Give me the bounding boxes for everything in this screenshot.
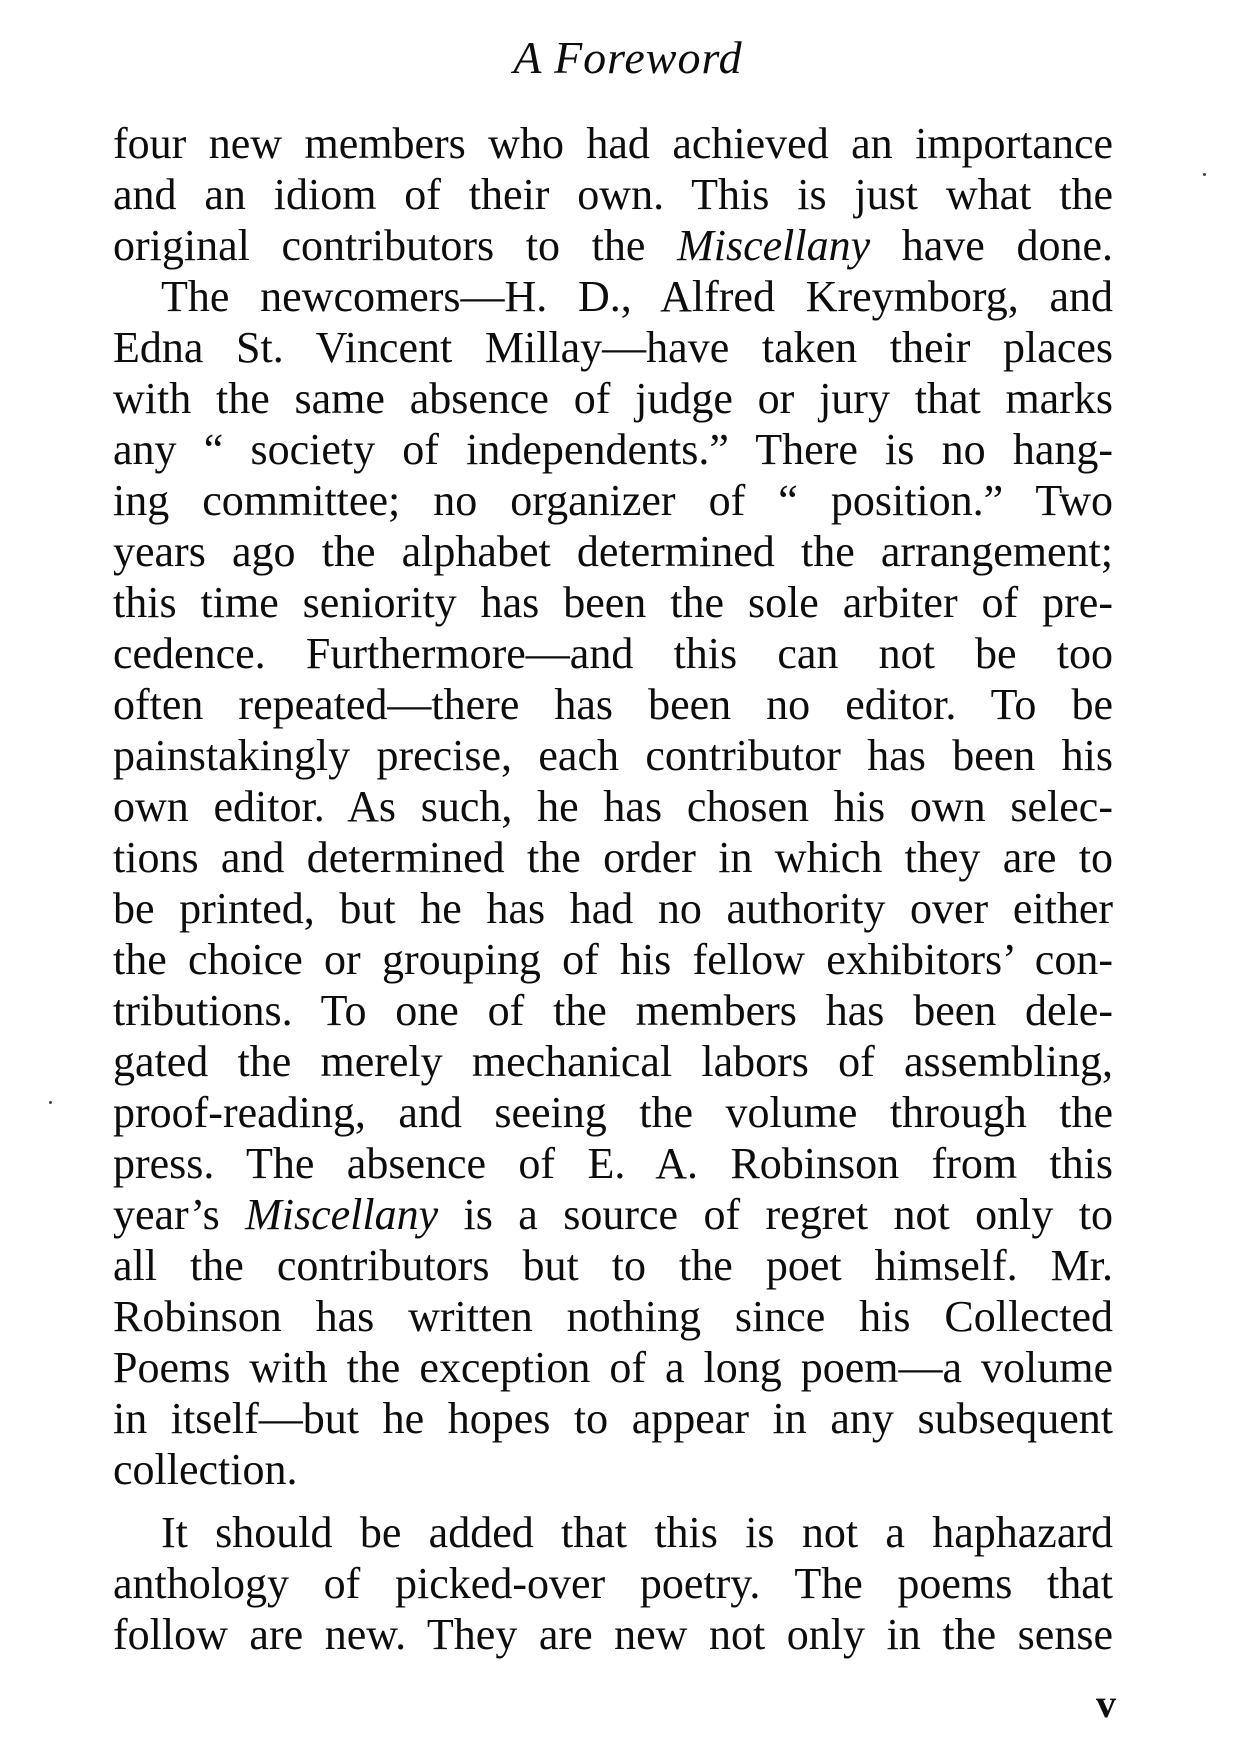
text-line: press. The absence of E. A. Robinson from this [113,1139,1113,1188]
text-line: collection. [113,1445,298,1494]
text-line: and an idiom of their own. This is just what the [113,170,1113,219]
text-line: this time seniority has been the sole arbiter of pre- [113,578,1113,627]
text-line: any “ society of independents.” There is no hang- [113,425,1113,474]
text-line: own editor. As such, he has chosen his own selec- [113,782,1113,831]
text-line: It should be added that this is not a haphazard [161,1508,1113,1557]
paper-speck [1203,173,1206,176]
text-line: Poems with the exception of a long poem—a volume [113,1343,1113,1392]
text-line: tions and determined the order in which they are to [113,833,1113,882]
text-line: often repeated—there has been no editor. To be [113,680,1113,729]
text-line: with the same absence of judge or jury that marks [113,374,1113,423]
text-line: four new members who had achieved an importance [113,119,1113,168]
text-line: follow are new. They are new not only in the sense [113,1610,1113,1659]
text-line: all the contributors but to the poet himself. Mr. [113,1241,1113,1290]
text-line: painstakingly precise, each contributor has been his [113,731,1113,780]
page-number: v [1096,1681,1116,1726]
paragraph-gap [113,1495,1113,1507]
body-text [113,118,1113,1660]
italic-title: Miscellany [677,221,871,270]
text-line: anthology of picked-over poetry. The poems that [113,1559,1113,1608]
text-line: be printed, but he has had no authority over either [113,884,1113,933]
text-line: years ago the alphabet determined the arrangement; [113,527,1113,576]
paper-speck [49,1101,52,1104]
text-line: proof-reading, and seeing the volume through the [113,1088,1113,1137]
text-line: in itself—but he hopes to appear in any subsequent [113,1394,1113,1443]
text-line: tributions. To one of the members has been dele- [113,986,1113,1035]
text-line: original contributors to the Miscellany have done. [113,221,1113,270]
text-line: cedence. Furthermore—and this can not be too [113,629,1113,678]
running-head: A Foreword [513,32,743,83]
text-line: Edna St. Vincent Millay—have taken their places [113,323,1113,372]
text-line: the choice or grouping of his fellow exhibitors’ con- [113,935,1113,984]
text-line: Robinson has written nothing since his Collected [113,1292,1113,1341]
italic-title: Miscellany [245,1190,439,1239]
text-line: ing committee; no organizer of “ position.” Two [113,476,1113,525]
text-line: The newcomers—H. D., Alfred Kreymborg, and [161,272,1113,321]
text-line: year’s Miscellany is a source of regret not only to [113,1190,1114,1239]
text-line: gated the merely mechanical labors of assembling, [113,1037,1113,1086]
